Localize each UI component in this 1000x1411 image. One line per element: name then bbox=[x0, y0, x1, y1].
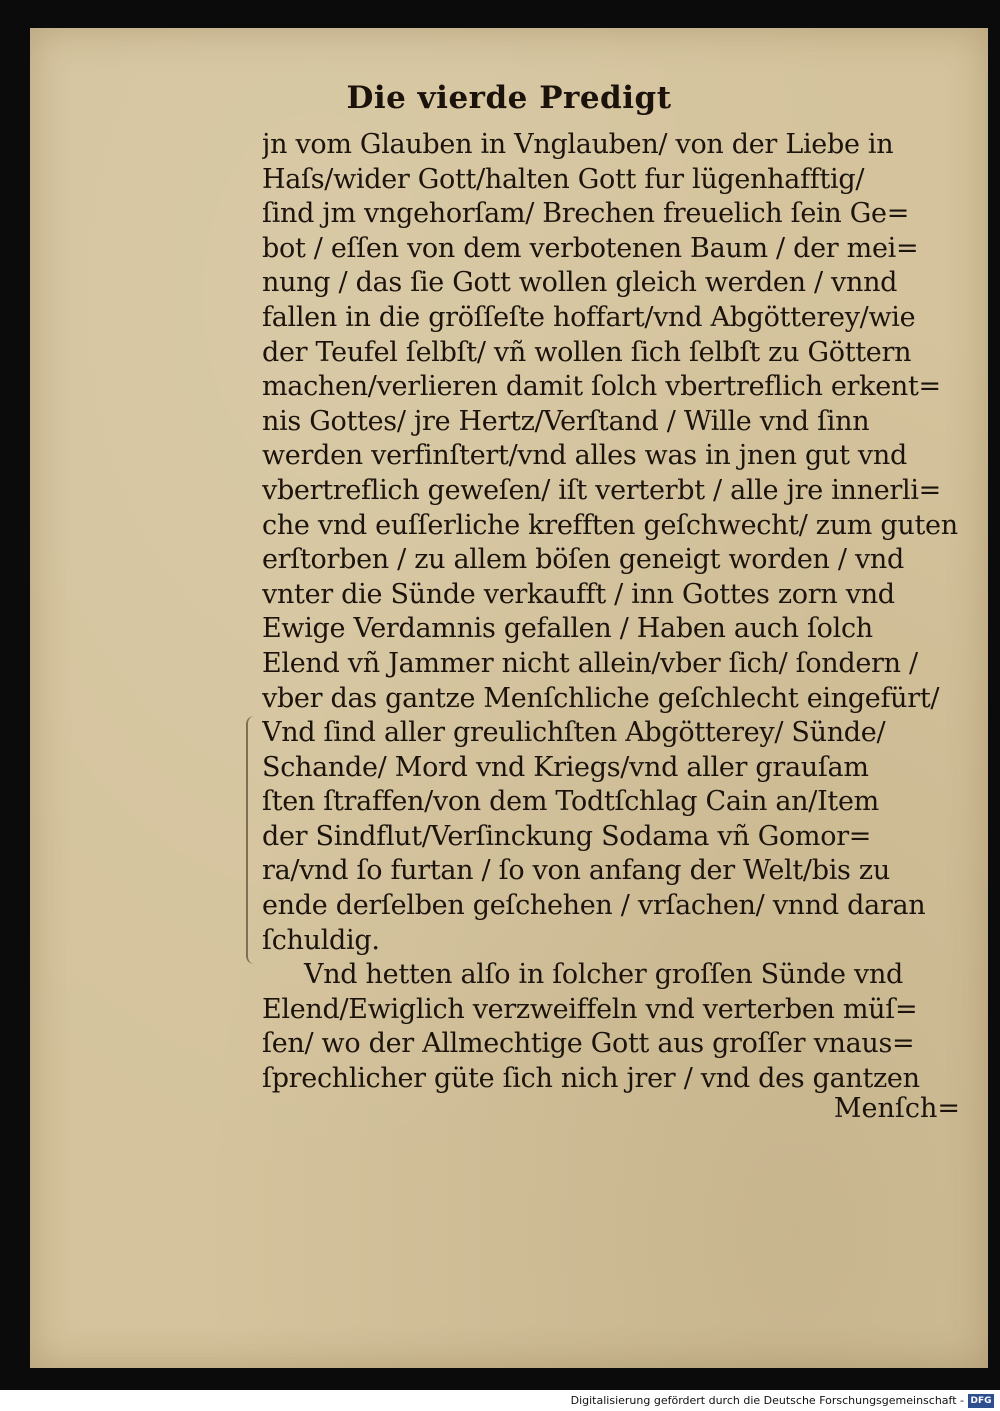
text-line: ende derſelben geſchehen / vrſachen/ vnnd daran bbox=[262, 890, 926, 922]
text-line: Haſs/wider Gott/halten Gott fur lügenhafftig/ bbox=[262, 163, 865, 195]
text-line: bot / eſſen von dem verbotenen Baum / der mei= bbox=[262, 232, 919, 264]
body-text bbox=[262, 128, 972, 1097]
text-line: jn vom Glauben in Vnglauben/ von der Liebe in bbox=[262, 129, 894, 160]
text-line: Elend/Ewiglich verzweiffeln vnd verterben müſ= bbox=[262, 993, 918, 1025]
text-line: machen/verlieren damit ſolch vbertreflich erkent= bbox=[262, 371, 941, 403]
text-line: erſtorben / zu allem böſen geneigt worden / vnd bbox=[262, 544, 905, 576]
text-line: Vnd ſind aller greulichſten Abgötterey/ Sünde/ bbox=[262, 717, 886, 749]
text-line: vnter die Sünde verkaufft / inn Gottes zorn vnd bbox=[262, 578, 895, 610]
text-line: ſten ſtraffen/von dem Todtſchlag Cain an/Item bbox=[262, 786, 879, 818]
text-line: fallen in die gröſſeſte hoffart/vnd Abgötterey/wie bbox=[262, 301, 916, 333]
funding-credit: Digitalisierung gefördert durch die Deutsche Forschungsgemeinschaft - bbox=[570, 1394, 964, 1407]
text-line: ſind jm vngehorſam/ Brechen freuelich ſein Ge= bbox=[262, 198, 910, 230]
text-line: Elend vñ Jammer nicht allein/vber ſich/ ſondern / bbox=[262, 647, 918, 679]
text-line: vbertreflich geweſen/ iſt verterbt / alle jre innerli= bbox=[262, 474, 941, 506]
text-line: nung / das ſie Gott wollen gleich werden / vnnd bbox=[262, 267, 898, 299]
dfg-logo-icon: DFG bbox=[968, 1394, 994, 1408]
text-line: Ewige Verdamnis gefallen / Haben auch ſolch bbox=[262, 613, 873, 645]
text-line: ſen/ wo der Allmechtige Gott aus groſſer vnaus= bbox=[262, 1028, 915, 1060]
running-head: Die vierde Predigt bbox=[346, 80, 672, 116]
catchword: Menſch= bbox=[833, 1093, 960, 1124]
text-line: vber das gantze Menſchliche geſchlecht eingefürt/ bbox=[262, 682, 940, 714]
text-line: nis Gottes/ jre Hertz/Verſtand / Wille vnd ſinn bbox=[262, 405, 870, 437]
book-page bbox=[30, 28, 988, 1368]
text-line: ſchuldig. bbox=[262, 924, 380, 956]
text-line: ſprechlicher güte ſich nich jrer / vnd des gantzen bbox=[262, 1063, 920, 1095]
margin-bracket-mark bbox=[246, 716, 258, 964]
text-line: werden verfinſtert/vnd alles was in jnen gut vnd bbox=[262, 440, 907, 472]
text-line: che vnd euſſerliche krefften geſchwecht/ zum guten bbox=[262, 509, 958, 541]
text-line: ra/vnd ſo furtan / ſo von anfang der Welt/bis zu bbox=[262, 855, 890, 887]
text-line: der Teufel ſelbſt/ vñ wollen ſich ſelbſt zu Göttern bbox=[262, 336, 912, 368]
text-line: Schande/ Mord vnd Kriegs/vnd aller grauſam bbox=[262, 751, 869, 783]
text-line: der Sindflut/Verſinckung Sodama vñ Gomor= bbox=[262, 820, 872, 852]
footer-bar bbox=[0, 1392, 1000, 1411]
text-line-paragraph-start: Vnd hetten alſo in ſolcher groſſen Sünde vnd bbox=[304, 959, 904, 991]
